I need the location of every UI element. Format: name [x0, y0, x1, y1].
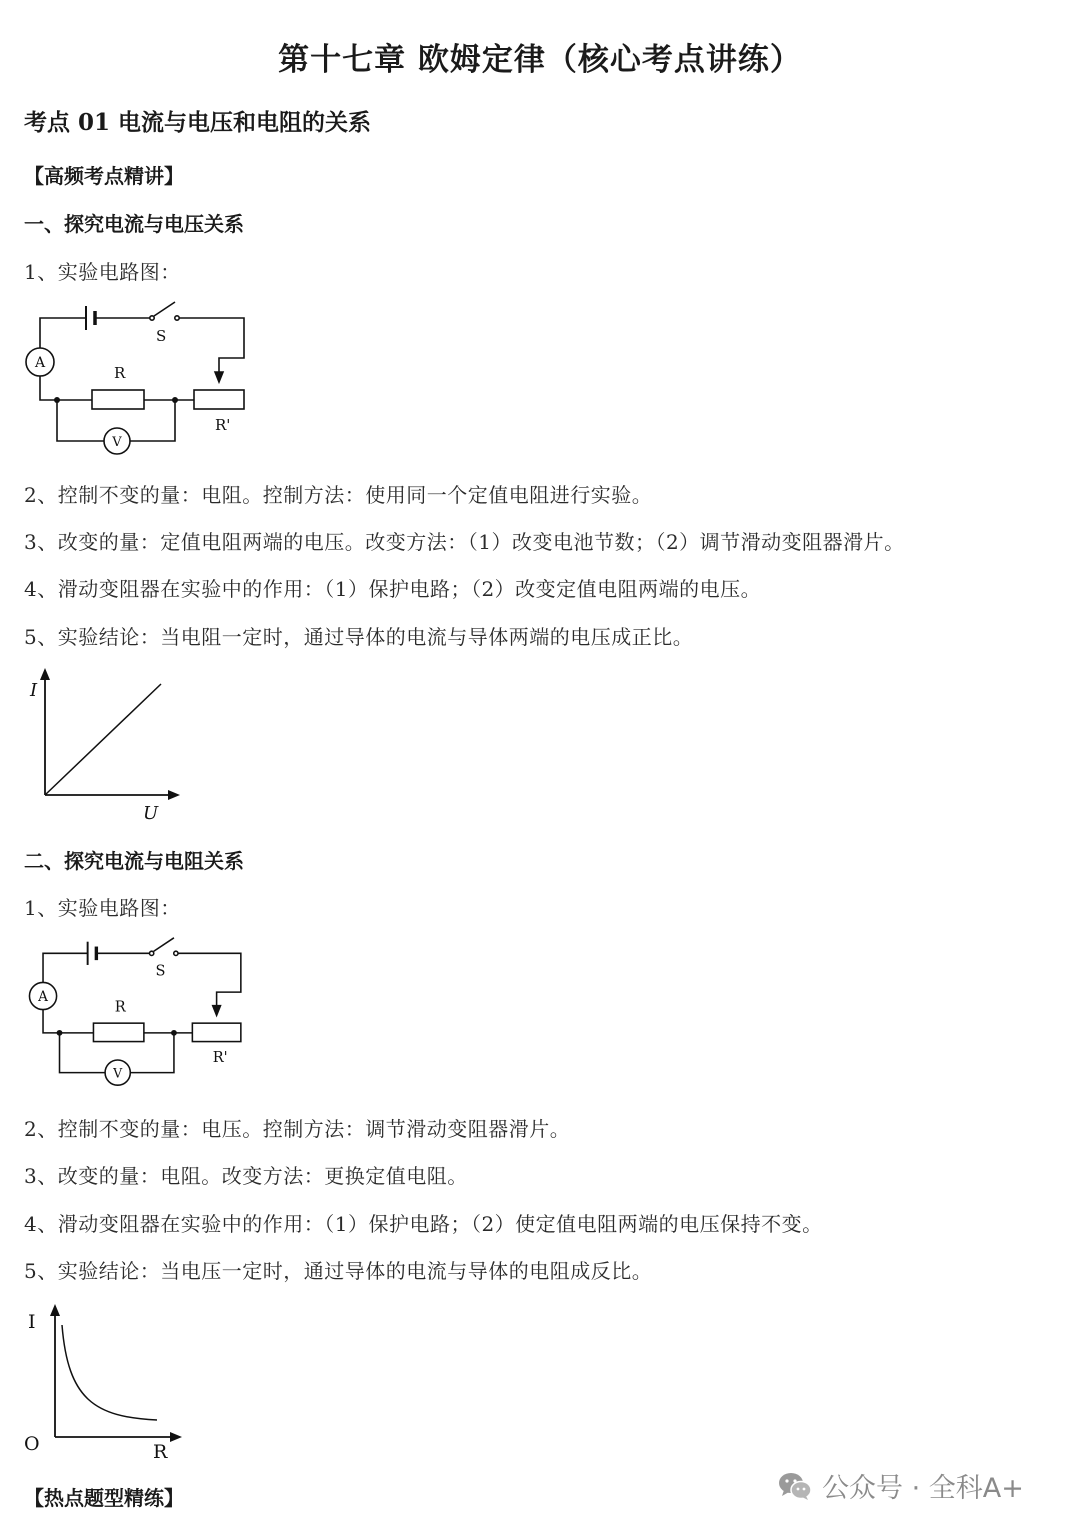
part1-iu-graph [24, 664, 194, 824]
part1-heading: 一、探究电流与电压关系 [24, 212, 244, 236]
proportional-line [45, 684, 161, 795]
part2-line-4: 4、滑动变阻器在实验中的作用：（1）保护电路；（2）使定值电阻两端的电压保持不变。 [24, 1212, 823, 1236]
y-axis-label: I [30, 680, 38, 701]
voltmeter-label: V [113, 1065, 123, 1081]
part2-line-3: 3、改变的量：电阻。改变方法：更换定值电阻。 [24, 1164, 468, 1188]
voltmeter-label: V [112, 435, 122, 450]
part2-line-2: 2、控制不变的量：电压。控制方法：调节滑动变阻器滑片。 [24, 1117, 571, 1141]
rheostat-label: R' [212, 1049, 228, 1066]
section-tag: 【高频考点精讲】 [24, 164, 184, 188]
y-axis-label: I [28, 1311, 36, 1333]
watermark-text: 公众号 · 全科A+ [822, 1473, 1024, 1504]
resistor-label: R [114, 999, 126, 1016]
part1-line-5: 5、实验结论：当电阻一定时，通过导体的电流与导体两端的电压成正比。 [24, 625, 694, 649]
switch-label: S [155, 963, 166, 980]
topic-heading: 考点 01 电流与电压和电阻的关系 [24, 109, 372, 136]
part2-ir-graph [20, 1300, 190, 1465]
part1-circuit-diagram [20, 296, 260, 461]
wechat-icon [778, 1471, 812, 1501]
resistor-label: R [114, 364, 126, 382]
part1-line-3: 3、改变的量：定值电阻两端的电压。改变方法：（1）改变电池节数；（2）调节滑动变阻器滑片。 [24, 530, 905, 554]
part1-circuit-label: 1、实验电路图： [24, 260, 181, 284]
part2-heading: 二、探究电流与电阻关系 [24, 849, 244, 873]
switch-label: S [156, 327, 167, 345]
part2-line-5: 5、实验结论：当电压一定时，通过导体的电流与导体的电阻成反比。 [24, 1259, 653, 1283]
inverse-curve [62, 1325, 157, 1420]
part1-line-4: 4、滑动变阻器在实验中的作用：（1）保护电路；（2）改变定值电阻两端的电压。 [24, 577, 762, 601]
origin-label: O [24, 1433, 40, 1455]
page-title: 第十七章 欧姆定律（核心考点讲练） [278, 42, 802, 78]
part2-circuit-diagram [20, 932, 260, 1092]
part2-circuit-label: 1、实验电路图： [24, 896, 181, 920]
watermark [778, 1466, 1024, 1505]
x-axis-label: R [153, 1441, 168, 1463]
x-axis-label: U [143, 803, 159, 824]
ammeter-label: A [38, 988, 48, 1005]
part1-line-2: 2、控制不变的量：电阻。控制方法：使用同一个定值电阻进行实验。 [24, 483, 653, 507]
ammeter-label: A [34, 355, 46, 371]
rheostat-label: R' [215, 416, 231, 434]
footer-tag: 【热点题型精练】 [24, 1486, 184, 1510]
